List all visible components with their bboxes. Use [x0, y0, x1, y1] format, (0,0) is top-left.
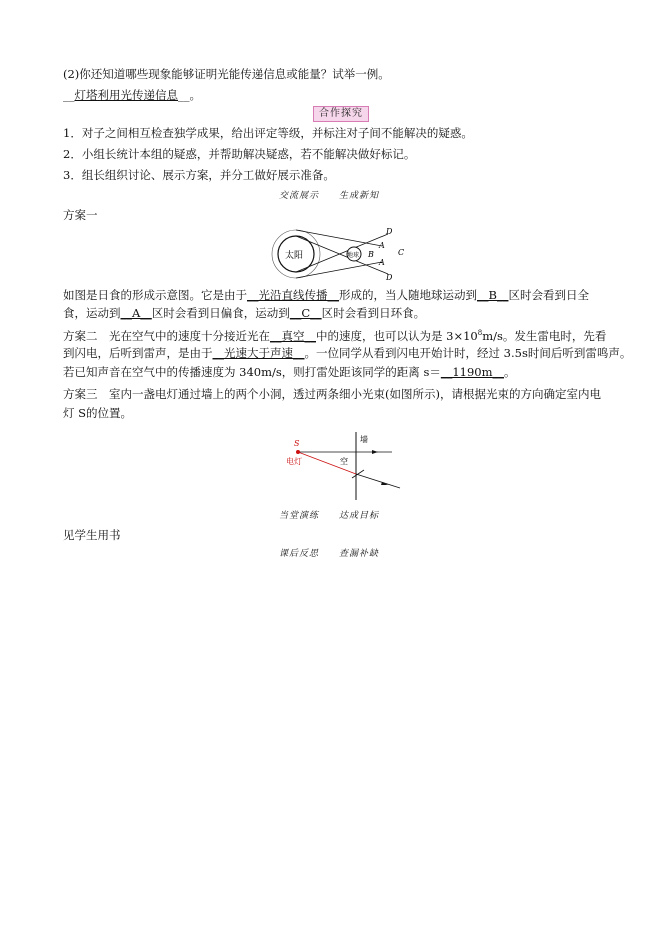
- svg-text:D: D: [386, 273, 393, 282]
- practice-section-title: 当堂演练 达成目标: [278, 511, 379, 521]
- plan-2-line-1: 方案二 光在空气中的速度十分接近光在__真空__中的速度，也可以认为是 $3\times 10^8m/s$。发生雷电时，先看: [63, 328, 607, 343]
- answer-tail: __。: [178, 88, 201, 102]
- plan-2-line-2: 到闪电，后听到雷声，是由于__光速大于声速__。一位同学从看到闪电开始计时，经过 3.5s时间后听到雷鸣声。: [63, 346, 632, 360]
- sun-label: 太阳: [285, 251, 304, 261]
- blank-straight-line: __光沿直线传播__: [247, 288, 339, 302]
- plan-1-title: 方案一: [63, 208, 98, 222]
- lamp-label: 电灯: [286, 457, 302, 466]
- plan-3-line-1: 方案三 室内一盏电灯通过墙上的两个小洞，透过两条细小光束(如图所示)，请根据光束的方向确定室内电: [63, 387, 601, 401]
- svg-text:S: S: [294, 439, 300, 448]
- lamp-light-diagram: [282, 430, 402, 502]
- blank-distance: __1190m__: [440, 365, 505, 379]
- solar-eclipse-diagram: [270, 226, 410, 282]
- svg-text:C: C: [398, 248, 405, 257]
- blank-annular-eclipse: __C__: [289, 306, 322, 320]
- blank-vacuum: __真空__: [270, 328, 316, 343]
- plan-3-line-2: 灯 S的位置。: [63, 406, 133, 420]
- section-badge-cooperation: 合作探究: [313, 106, 369, 122]
- svg-text:A: A: [379, 241, 385, 250]
- student-book-note: 见学生用书: [63, 528, 121, 542]
- plan-1-text-line-1: 如图是日食的形成示意图。它是由于__光沿直线传播__形成的，当人随地球运动到__B__区时会看到日全: [63, 288, 589, 302]
- blank-light-faster: __光速大于声速__: [212, 346, 305, 360]
- svg-text:D: D: [386, 227, 393, 236]
- step-2: 2．小组长统计本组的疑惑，并帮助解决疑惑，若不能解决做好标记。: [63, 147, 416, 161]
- wall-label: 墙: [360, 435, 368, 444]
- reflection-section-title: 课后反思 查漏补缺: [278, 549, 379, 559]
- lamp-point: [296, 450, 300, 454]
- blank-total-eclipse: __B__: [477, 288, 509, 302]
- question-2: (2)你还知道哪些现象能够证明光能传递信息或能量？试举一例。: [63, 67, 390, 81]
- answer-lead: __: [63, 88, 75, 102]
- plan-2-line-3: 若已知声音在空气中的传播速度为 340m/s，则打雷处距该同学的距离 s＝__1190m__。: [63, 365, 516, 379]
- svg-text:B: B: [368, 250, 374, 259]
- exchange-section-title: 交流展示 生成新知: [278, 191, 379, 201]
- blank-partial-eclipse: __A__: [120, 306, 152, 320]
- question-2-answer: [63, 87, 201, 103]
- hole-label: 空: [340, 457, 348, 466]
- moon-earth-label: 地球: [347, 252, 360, 259]
- answer-text: 灯塔利用光传递信息: [74, 88, 178, 102]
- svg-text:A: A: [379, 258, 385, 267]
- step-3: 3．组长组织讨论、展示方案，并分工做好展示准备。: [63, 168, 335, 182]
- step-1: 1．对子之间相互检查独学成果，给出评定等级，并标注对子间不能解决的疑惑。: [63, 126, 473, 140]
- plan-1-text-line-2: 食，运动到__A__区时会看到日偏食，运动到__C__区时会看到日环食。: [63, 306, 426, 320]
